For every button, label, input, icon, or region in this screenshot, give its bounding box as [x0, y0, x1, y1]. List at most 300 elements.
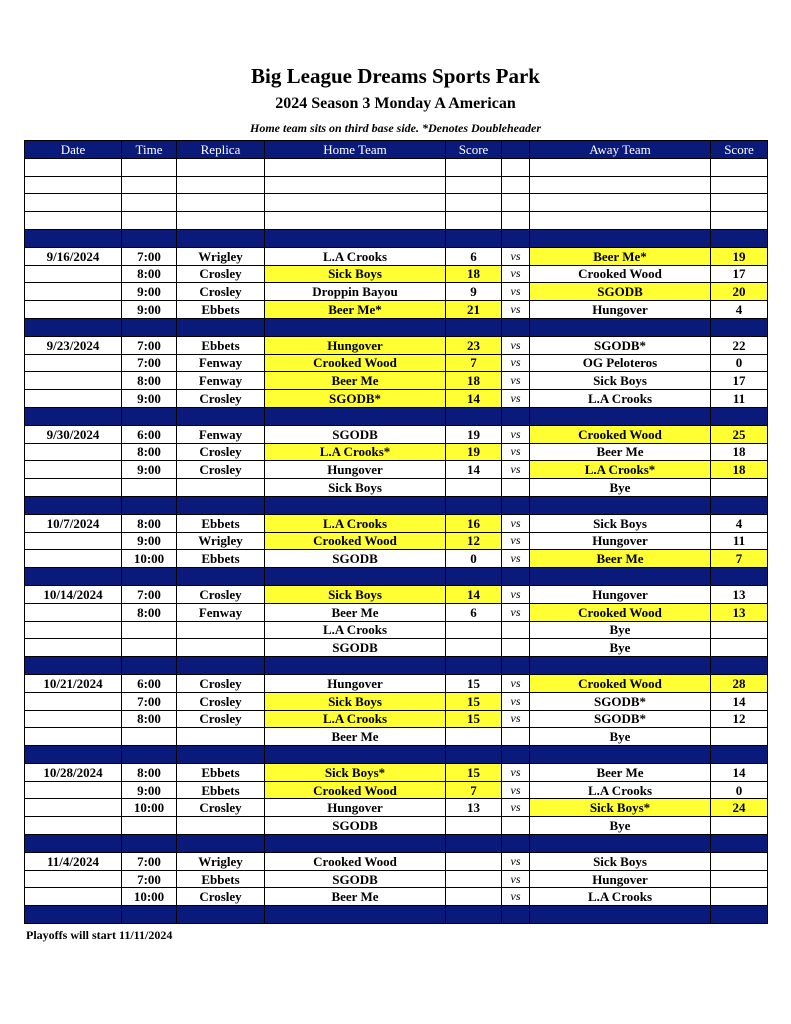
- replica-cell: Crosley: [177, 888, 265, 906]
- away-team-cell: L.A Crooks*: [530, 461, 711, 479]
- away-score-cell: 17: [711, 265, 768, 283]
- home-team-cell: [265, 229, 446, 247]
- replica-cell: Crosley: [177, 390, 265, 408]
- vs-cell: vs: [502, 443, 530, 461]
- time-cell: [122, 496, 177, 514]
- date-cell: [25, 657, 122, 675]
- time-cell: [122, 212, 177, 230]
- week-separator-row: [25, 496, 768, 514]
- home-score-cell: [446, 194, 502, 212]
- vs-cell: [502, 746, 530, 764]
- game-row: [25, 461, 768, 479]
- replica-cell: Fenway: [177, 425, 265, 443]
- time-cell: [122, 657, 177, 675]
- season-subtitle: 2024 Season 3 Monday A American: [275, 95, 516, 112]
- date-cell: 10/28/2024: [25, 763, 122, 781]
- vs-cell: [502, 318, 530, 336]
- home-team-cell: Hungover: [265, 674, 446, 692]
- date-cell: [25, 461, 122, 479]
- time-cell: 9:00: [122, 532, 177, 550]
- vs-cell: vs: [502, 247, 530, 265]
- date-cell: [25, 639, 122, 657]
- vs-cell: vs: [502, 265, 530, 283]
- vs-cell: [502, 176, 530, 194]
- time-cell: [122, 229, 177, 247]
- time-cell: 7:00: [122, 870, 177, 888]
- vs-cell: vs: [502, 390, 530, 408]
- away-team-cell: Beer Me: [530, 763, 711, 781]
- replica-cell: [177, 212, 265, 230]
- week-separator-row: [25, 407, 768, 425]
- away-team-cell: Beer Me: [530, 550, 711, 568]
- away-team-cell: Bye: [530, 728, 711, 746]
- playoffs-note: Playoffs will start 11/11/2024: [26, 928, 173, 942]
- home-team-cell: Beer Me: [265, 888, 446, 906]
- replica-cell: Crosley: [177, 692, 265, 710]
- vs-cell: vs: [502, 550, 530, 568]
- home-team-cell: Beer Me: [265, 372, 446, 390]
- away-team-cell: [530, 835, 711, 853]
- away-score-cell: [711, 568, 768, 586]
- away-score-cell: [711, 888, 768, 906]
- home-team-cell: Beer Me*: [265, 301, 446, 319]
- home-team-cell: [265, 746, 446, 764]
- col-header-date: Date: [25, 141, 122, 159]
- home-team-cell: Droppin Bayou: [265, 283, 446, 301]
- time-cell: [122, 318, 177, 336]
- home-team-cell: Beer Me: [265, 728, 446, 746]
- time-cell: 6:00: [122, 674, 177, 692]
- vs-cell: [502, 496, 530, 514]
- home-score-cell: [446, 496, 502, 514]
- home-team-cell: L.A Crooks: [265, 710, 446, 728]
- home-team-cell: [265, 176, 446, 194]
- home-score-cell: 6: [446, 603, 502, 621]
- page-title: Big League Dreams Sports Park: [251, 64, 540, 88]
- time-cell: 8:00: [122, 265, 177, 283]
- date-cell: [25, 158, 122, 176]
- replica-cell: [177, 621, 265, 639]
- home-score-cell: 15: [446, 710, 502, 728]
- header-row: [25, 141, 768, 159]
- game-row: [25, 692, 768, 710]
- blank-row: [25, 212, 768, 230]
- time-cell: [122, 746, 177, 764]
- time-cell: [122, 639, 177, 657]
- time-cell: [122, 817, 177, 835]
- away-score-cell: 20: [711, 283, 768, 301]
- replica-cell: [177, 746, 265, 764]
- vs-cell: [502, 817, 530, 835]
- time-cell: 7:00: [122, 585, 177, 603]
- home-team-cell: [265, 657, 446, 675]
- time-cell: 9:00: [122, 781, 177, 799]
- home-score-cell: [446, 176, 502, 194]
- game-row: [25, 425, 768, 443]
- away-score-cell: [711, 229, 768, 247]
- time-cell: 8:00: [122, 710, 177, 728]
- time-cell: [122, 176, 177, 194]
- away-score-cell: [711, 194, 768, 212]
- replica-cell: [177, 639, 265, 657]
- replica-cell: [177, 657, 265, 675]
- home-score-cell: 6: [446, 247, 502, 265]
- home-score-cell: [446, 746, 502, 764]
- away-team-cell: [530, 746, 711, 764]
- date-cell: [25, 781, 122, 799]
- time-cell: 6:00: [122, 425, 177, 443]
- blank-row: [25, 176, 768, 194]
- away-team-cell: [530, 318, 711, 336]
- vs-cell: [502, 657, 530, 675]
- game-row: [25, 852, 768, 870]
- blank-row: [25, 194, 768, 212]
- date-cell: [25, 496, 122, 514]
- home-score-cell: 14: [446, 390, 502, 408]
- vs-cell: vs: [502, 870, 530, 888]
- vs-cell: vs: [502, 354, 530, 372]
- home-score-cell: 23: [446, 336, 502, 354]
- home-team-cell: Crooked Wood: [265, 852, 446, 870]
- away-score-cell: [711, 870, 768, 888]
- game-row: [25, 710, 768, 728]
- away-score-cell: [711, 212, 768, 230]
- home-score-cell: [446, 479, 502, 497]
- date-cell: [25, 176, 122, 194]
- time-cell: [122, 194, 177, 212]
- home-team-cell: [265, 194, 446, 212]
- away-team-cell: [530, 176, 711, 194]
- home-score-cell: 0: [446, 550, 502, 568]
- home-team-cell: Sick Boys: [265, 692, 446, 710]
- home-team-cell: [265, 407, 446, 425]
- date-cell: [25, 710, 122, 728]
- vs-cell: vs: [502, 283, 530, 301]
- game-row: [25, 763, 768, 781]
- away-team-cell: [530, 229, 711, 247]
- game-row: [25, 674, 768, 692]
- away-team-cell: Hungover: [530, 585, 711, 603]
- date-cell: [25, 354, 122, 372]
- date-cell: [25, 550, 122, 568]
- col-header-away-team: Away Team: [530, 141, 711, 159]
- away-team-cell: Hungover: [530, 532, 711, 550]
- away-team-cell: Beer Me: [530, 443, 711, 461]
- time-cell: 9:00: [122, 461, 177, 479]
- date-cell: [25, 390, 122, 408]
- away-score-cell: 28: [711, 674, 768, 692]
- home-score-cell: [446, 158, 502, 176]
- replica-cell: Ebbets: [177, 514, 265, 532]
- away-score-cell: 11: [711, 390, 768, 408]
- home-team-cell: [265, 906, 446, 924]
- vs-cell: vs: [502, 799, 530, 817]
- time-cell: [122, 835, 177, 853]
- time-cell: 7:00: [122, 336, 177, 354]
- date-cell: [25, 692, 122, 710]
- date-cell: 9/30/2024: [25, 425, 122, 443]
- home-team-cell: Sick Boys: [265, 265, 446, 283]
- col-header-vs: [502, 141, 530, 159]
- replica-cell: Crosley: [177, 674, 265, 692]
- game-row: [25, 870, 768, 888]
- week-separator-row: [25, 318, 768, 336]
- home-score-cell: 12: [446, 532, 502, 550]
- vs-cell: vs: [502, 461, 530, 479]
- away-score-cell: 13: [711, 585, 768, 603]
- vs-cell: [502, 568, 530, 586]
- replica-cell: Fenway: [177, 603, 265, 621]
- col-header-replica: Replica: [177, 141, 265, 159]
- game-row: [25, 390, 768, 408]
- away-score-cell: 14: [711, 692, 768, 710]
- home-team-cell: L.A Crooks: [265, 514, 446, 532]
- home-score-cell: 7: [446, 354, 502, 372]
- date-cell: [25, 194, 122, 212]
- vs-cell: vs: [502, 514, 530, 532]
- away-score-cell: 18: [711, 443, 768, 461]
- vs-cell: [502, 639, 530, 657]
- replica-cell: Fenway: [177, 372, 265, 390]
- game-row: [25, 728, 768, 746]
- time-cell: 10:00: [122, 888, 177, 906]
- home-score-cell: 19: [446, 443, 502, 461]
- home-team-cell: [265, 496, 446, 514]
- home-team-cell: [265, 318, 446, 336]
- schedule-table: [24, 140, 768, 924]
- replica-cell: Fenway: [177, 354, 265, 372]
- replica-cell: [177, 496, 265, 514]
- game-row: [25, 301, 768, 319]
- replica-cell: [177, 194, 265, 212]
- away-team-cell: L.A Crooks: [530, 781, 711, 799]
- vs-cell: [502, 728, 530, 746]
- home-score-cell: [446, 728, 502, 746]
- away-team-cell: Crooked Wood: [530, 603, 711, 621]
- home-team-cell: SGODB: [265, 870, 446, 888]
- vs-cell: [502, 906, 530, 924]
- time-cell: [122, 158, 177, 176]
- game-row: [25, 817, 768, 835]
- time-cell: 8:00: [122, 763, 177, 781]
- home-team-cell: Beer Me: [265, 603, 446, 621]
- date-cell: [25, 407, 122, 425]
- away-score-cell: 13: [711, 603, 768, 621]
- vs-cell: vs: [502, 301, 530, 319]
- replica-cell: Ebbets: [177, 336, 265, 354]
- home-team-cell: SGODB: [265, 639, 446, 657]
- away-team-cell: Sick Boys*: [530, 799, 711, 817]
- home-score-cell: [446, 212, 502, 230]
- date-cell: 9/16/2024: [25, 247, 122, 265]
- away-score-cell: 22: [711, 336, 768, 354]
- home-team-cell: Hungover: [265, 799, 446, 817]
- home-team-cell: [265, 568, 446, 586]
- game-row: [25, 621, 768, 639]
- date-cell: 10/14/2024: [25, 585, 122, 603]
- replica-cell: Crosley: [177, 283, 265, 301]
- vs-cell: vs: [502, 336, 530, 354]
- replica-cell: [177, 158, 265, 176]
- home-score-cell: 14: [446, 585, 502, 603]
- away-team-cell: Hungover: [530, 301, 711, 319]
- home-team-cell: Crooked Wood: [265, 781, 446, 799]
- date-cell: [25, 728, 122, 746]
- home-score-cell: 16: [446, 514, 502, 532]
- vs-cell: vs: [502, 532, 530, 550]
- date-cell: [25, 372, 122, 390]
- game-row: [25, 585, 768, 603]
- replica-cell: [177, 817, 265, 835]
- vs-cell: vs: [502, 692, 530, 710]
- away-team-cell: [530, 496, 711, 514]
- vs-cell: [502, 621, 530, 639]
- away-score-cell: 24: [711, 799, 768, 817]
- replica-cell: [177, 568, 265, 586]
- vs-cell: [502, 407, 530, 425]
- home-team-cell: Sick Boys: [265, 585, 446, 603]
- away-team-cell: Sick Boys: [530, 372, 711, 390]
- home-score-cell: 15: [446, 692, 502, 710]
- date-cell: [25, 799, 122, 817]
- away-team-cell: Crooked Wood: [530, 265, 711, 283]
- away-score-cell: [711, 639, 768, 657]
- home-score-cell: [446, 568, 502, 586]
- away-team-cell: L.A Crooks: [530, 390, 711, 408]
- replica-cell: Ebbets: [177, 870, 265, 888]
- away-score-cell: 11: [711, 532, 768, 550]
- home-team-cell: Sick Boys: [265, 479, 446, 497]
- time-cell: 8:00: [122, 372, 177, 390]
- home-score-cell: [446, 621, 502, 639]
- replica-cell: Crosley: [177, 443, 265, 461]
- game-row: [25, 354, 768, 372]
- away-team-cell: Bye: [530, 817, 711, 835]
- home-team-cell: L.A Crooks: [265, 247, 446, 265]
- vs-cell: vs: [502, 372, 530, 390]
- home-team-cell: Hungover: [265, 336, 446, 354]
- away-team-cell: [530, 657, 711, 675]
- home-score-cell: 18: [446, 372, 502, 390]
- away-score-cell: 19: [711, 247, 768, 265]
- date-cell: [25, 835, 122, 853]
- vs-cell: vs: [502, 710, 530, 728]
- game-row: [25, 479, 768, 497]
- date-cell: 9/23/2024: [25, 336, 122, 354]
- home-score-cell: 15: [446, 763, 502, 781]
- vs-cell: [502, 158, 530, 176]
- away-score-cell: [711, 657, 768, 675]
- home-team-cell: L.A Crooks*: [265, 443, 446, 461]
- away-score-cell: 18: [711, 461, 768, 479]
- away-score-cell: [711, 817, 768, 835]
- game-row: [25, 550, 768, 568]
- game-row: [25, 639, 768, 657]
- schedule-body: [25, 158, 768, 923]
- replica-cell: Ebbets: [177, 550, 265, 568]
- away-team-cell: [530, 194, 711, 212]
- time-cell: [122, 479, 177, 497]
- replica-cell: Ebbets: [177, 763, 265, 781]
- away-team-cell: Beer Me*: [530, 247, 711, 265]
- schedule-note: Home team sits on third base side. *Denotes Doubleheader: [250, 121, 541, 135]
- game-row: [25, 888, 768, 906]
- away-score-cell: [711, 906, 768, 924]
- col-header-home-team: Home Team: [265, 141, 446, 159]
- away-team-cell: Hungover: [530, 870, 711, 888]
- home-score-cell: 18: [446, 265, 502, 283]
- game-row: [25, 336, 768, 354]
- home-score-cell: 7: [446, 781, 502, 799]
- game-row: [25, 372, 768, 390]
- home-score-cell: 14: [446, 461, 502, 479]
- away-score-cell: 7: [711, 550, 768, 568]
- replica-cell: [177, 479, 265, 497]
- replica-cell: [177, 407, 265, 425]
- away-team-cell: OG Peloteros: [530, 354, 711, 372]
- date-cell: [25, 318, 122, 336]
- time-cell: 7:00: [122, 852, 177, 870]
- replica-cell: [177, 728, 265, 746]
- home-team-cell: Crooked Wood: [265, 532, 446, 550]
- date-cell: [25, 443, 122, 461]
- home-score-cell: [446, 852, 502, 870]
- game-row: [25, 283, 768, 301]
- game-row: [25, 443, 768, 461]
- time-cell: 9:00: [122, 301, 177, 319]
- week-separator-row: [25, 906, 768, 924]
- time-cell: 7:00: [122, 247, 177, 265]
- time-cell: 7:00: [122, 354, 177, 372]
- replica-cell: Ebbets: [177, 781, 265, 799]
- away-team-cell: Bye: [530, 639, 711, 657]
- away-team-cell: [530, 212, 711, 230]
- home-team-cell: SGODB: [265, 425, 446, 443]
- home-score-cell: [446, 318, 502, 336]
- away-score-cell: [711, 407, 768, 425]
- home-score-cell: [446, 870, 502, 888]
- home-team-cell: [265, 212, 446, 230]
- date-cell: 10/7/2024: [25, 514, 122, 532]
- home-score-cell: 21: [446, 301, 502, 319]
- date-cell: [25, 817, 122, 835]
- time-cell: 9:00: [122, 390, 177, 408]
- date-cell: 11/4/2024: [25, 852, 122, 870]
- away-team-cell: Sick Boys: [530, 514, 711, 532]
- away-team-cell: Bye: [530, 621, 711, 639]
- date-cell: [25, 888, 122, 906]
- away-team-cell: Crooked Wood: [530, 674, 711, 692]
- time-cell: [122, 728, 177, 746]
- week-separator-row: [25, 746, 768, 764]
- time-cell: [122, 621, 177, 639]
- week-separator-row: [25, 835, 768, 853]
- home-team-cell: Crooked Wood: [265, 354, 446, 372]
- replica-cell: [177, 906, 265, 924]
- time-cell: [122, 407, 177, 425]
- vs-cell: vs: [502, 888, 530, 906]
- away-team-cell: SGODB: [530, 283, 711, 301]
- replica-cell: [177, 176, 265, 194]
- time-cell: [122, 906, 177, 924]
- home-score-cell: 13: [446, 799, 502, 817]
- away-team-cell: SGODB*: [530, 710, 711, 728]
- date-cell: [25, 568, 122, 586]
- away-team-cell: Crooked Wood: [530, 425, 711, 443]
- vs-cell: [502, 212, 530, 230]
- away-score-cell: 0: [711, 781, 768, 799]
- away-score-cell: [711, 746, 768, 764]
